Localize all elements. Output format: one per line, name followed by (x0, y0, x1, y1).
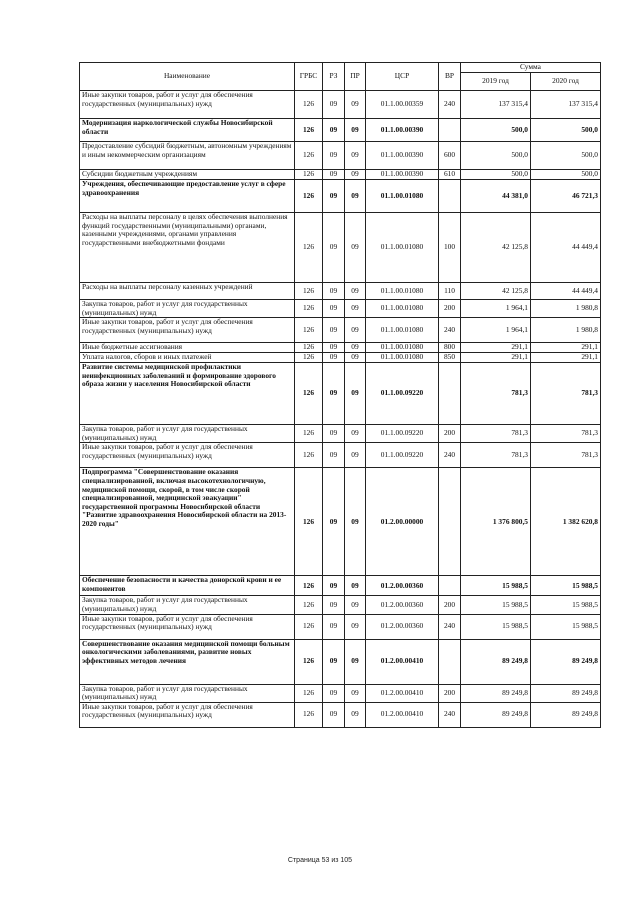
cell-rz: 09 (323, 425, 345, 443)
header-2020: 2020 год (531, 73, 601, 91)
table-row (80, 300, 601, 318)
header-2019: 2019 год (461, 73, 531, 91)
cell-pr: 09 (345, 614, 366, 639)
table-row (80, 468, 601, 576)
cell-csr: 01.1.00.01080 (366, 353, 439, 363)
cell-rz: 09 (323, 142, 345, 170)
cell-vr (439, 639, 461, 684)
cell-name: Иные закупки товаров, работ и услуг для обеспечения государственных (муниципальных) нужд (80, 614, 295, 639)
table-row (80, 119, 601, 142)
cell-name: Закупка товаров, работ и услуг для государственных (муниципальных) нужд (80, 300, 295, 318)
table-row (80, 614, 601, 639)
cell-vr (439, 468, 461, 576)
cell-pr: 09 (345, 300, 366, 318)
cell-grbs: 126 (295, 596, 323, 614)
cell-grbs: 126 (295, 425, 323, 443)
cell-2020: 137 315,4 (531, 91, 601, 119)
cell-pr: 09 (345, 684, 366, 702)
cell-rz: 09 (323, 119, 345, 142)
cell-vr: 850 (439, 353, 461, 363)
cell-rz: 09 (323, 443, 345, 468)
cell-2019: 500,0 (461, 170, 531, 180)
table-row (80, 639, 601, 684)
cell-rz: 09 (323, 576, 345, 596)
cell-vr (439, 576, 461, 596)
header-grbs: ГРБС (295, 63, 323, 91)
cell-csr: 01.1.00.00390 (366, 119, 439, 142)
cell-vr: 800 (439, 343, 461, 353)
header-vr: ВР (439, 63, 461, 91)
cell-rz: 09 (323, 614, 345, 639)
cell-pr: 09 (345, 180, 366, 213)
cell-2020: 89 249,8 (531, 702, 601, 727)
page-number: Страница 53 из 105 (287, 857, 353, 864)
cell-pr: 09 (345, 142, 366, 170)
cell-csr: 01.1.00.01080 (366, 343, 439, 353)
cell-2019: 15 988,5 (461, 596, 531, 614)
cell-grbs: 126 (295, 180, 323, 213)
cell-name: Закупка товаров, работ и услуг для государственных (муниципальных) нужд (80, 596, 295, 614)
cell-2019: 89 249,8 (461, 684, 531, 702)
cell-pr: 09 (345, 283, 366, 300)
cell-2019: 44 381,0 (461, 180, 531, 213)
cell-2020: 15 988,5 (531, 596, 601, 614)
cell-2019: 291,1 (461, 343, 531, 353)
cell-grbs: 126 (295, 443, 323, 468)
cell-2020: 781,3 (531, 363, 601, 425)
cell-name: Развитие системы медицинской профилактики неинфекционных заболеваний и формирование здорового образа жизни у населения Новосибирской области (80, 363, 295, 425)
cell-name: Уплата налогов, сборов и иных платежей (80, 353, 295, 363)
cell-pr: 09 (345, 639, 366, 684)
cell-rz: 09 (323, 343, 345, 353)
cell-name: Учреждения, обеспечивающие предоставление услуг в сфере здравоохранения (80, 180, 295, 213)
cell-csr: 01.1.00.00390 (366, 170, 439, 180)
cell-grbs: 126 (295, 639, 323, 684)
budget-table-sheet (79, 62, 600, 728)
cell-2019: 781,3 (461, 443, 531, 468)
cell-pr: 09 (345, 468, 366, 576)
table-row (80, 596, 601, 614)
cell-2020: 781,3 (531, 443, 601, 468)
cell-2020: 89 249,8 (531, 639, 601, 684)
cell-csr: 01.1.00.01080 (366, 318, 439, 343)
cell-rz: 09 (323, 213, 345, 283)
header-csr: ЦСР (366, 63, 439, 91)
cell-2020: 15 988,5 (531, 614, 601, 639)
cell-2019: 1 964,1 (461, 300, 531, 318)
cell-pr: 09 (345, 425, 366, 443)
cell-2019: 500,0 (461, 142, 531, 170)
table-row (80, 702, 601, 727)
cell-grbs: 126 (295, 353, 323, 363)
cell-2020: 1 980,8 (531, 300, 601, 318)
cell-rz: 09 (323, 596, 345, 614)
cell-rz: 09 (323, 468, 345, 576)
cell-2019: 291,1 (461, 353, 531, 363)
cell-name: Обеспечение безопасности и качества донорской крови и ее компонентов (80, 576, 295, 596)
cell-2020: 44 449,4 (531, 283, 601, 300)
table-row (80, 318, 601, 343)
cell-rz: 09 (323, 283, 345, 300)
cell-name: Иные закупки товаров, работ и услуг для обеспечения государственных (муниципальных) нужд (80, 91, 295, 119)
cell-csr: 01.1.00.01080 (366, 283, 439, 300)
cell-2019: 15 988,5 (461, 576, 531, 596)
cell-name: Иные закупки товаров, работ и услуг для обеспечения государственных (муниципальных) нужд (80, 702, 295, 727)
cell-name: Иные бюджетные ассигнования (80, 343, 295, 353)
cell-rz: 09 (323, 363, 345, 425)
cell-2020: 1 382 620,8 (531, 468, 601, 576)
header-sum: Сумма (461, 63, 601, 73)
cell-vr: 200 (439, 684, 461, 702)
header-rz: РЗ (323, 63, 345, 91)
cell-pr: 09 (345, 119, 366, 142)
cell-name: Подпрограмма "Совершенствование оказания специализированной, включая высокотехнологичную, медицинской помощи, скорой, в том числе скорой специализированной, медицинской эвакуации" государственной программы Новосибирской области "Развитие здравоохранения Новосибирской области на 2013-2020 годы" (80, 468, 295, 576)
cell-pr: 09 (345, 170, 366, 180)
cell-csr: 01.2.00.00410 (366, 684, 439, 702)
cell-2019: 137 315,4 (461, 91, 531, 119)
cell-csr: 01.2.00.00360 (366, 614, 439, 639)
cell-vr: 240 (439, 443, 461, 468)
cell-grbs: 126 (295, 119, 323, 142)
cell-csr: 01.1.00.01080 (366, 180, 439, 213)
cell-csr: 01.2.00.00000 (366, 468, 439, 576)
cell-2019: 1 964,1 (461, 318, 531, 343)
cell-2019: 15 988,5 (461, 614, 531, 639)
cell-name: Закупка товаров, работ и услуг для государственных (муниципальных) нужд (80, 684, 295, 702)
cell-2020: 500,0 (531, 142, 601, 170)
table-row (80, 353, 601, 363)
cell-csr: 01.2.00.00410 (366, 702, 439, 727)
cell-grbs: 126 (295, 343, 323, 353)
budget-table (79, 62, 601, 728)
cell-rz: 09 (323, 639, 345, 684)
cell-csr: 01.1.00.00390 (366, 142, 439, 170)
cell-csr: 01.1.00.00359 (366, 91, 439, 119)
cell-csr: 01.1.00.09220 (366, 363, 439, 425)
cell-2020: 500,0 (531, 119, 601, 142)
table-row (80, 180, 601, 213)
cell-grbs: 126 (295, 142, 323, 170)
cell-vr: 240 (439, 702, 461, 727)
cell-name: Расходы на выплаты персоналу казенных учреждений (80, 283, 295, 300)
cell-2019: 781,3 (461, 425, 531, 443)
cell-grbs: 126 (295, 318, 323, 343)
table-body (80, 91, 601, 728)
cell-2020: 781,3 (531, 425, 601, 443)
table-row (80, 363, 601, 425)
cell-vr: 600 (439, 142, 461, 170)
cell-2020: 291,1 (531, 343, 601, 353)
cell-rz: 09 (323, 702, 345, 727)
cell-2020: 1 980,8 (531, 318, 601, 343)
cell-vr: 240 (439, 614, 461, 639)
table-row (80, 213, 601, 283)
cell-grbs: 126 (295, 170, 323, 180)
cell-2019: 42 125,8 (461, 213, 531, 283)
cell-rz: 09 (323, 170, 345, 180)
cell-grbs: 126 (295, 283, 323, 300)
table-row (80, 170, 601, 180)
header-name: Наименование (80, 63, 295, 91)
cell-2020: 500,0 (531, 170, 601, 180)
cell-csr: 01.2.00.00360 (366, 596, 439, 614)
cell-2019: 500,0 (461, 119, 531, 142)
cell-2020: 291,1 (531, 353, 601, 363)
cell-csr: 01.2.00.00360 (366, 576, 439, 596)
cell-csr: 01.1.00.09220 (366, 425, 439, 443)
cell-pr: 09 (345, 213, 366, 283)
cell-grbs: 126 (295, 576, 323, 596)
cell-grbs: 126 (295, 91, 323, 119)
table-row (80, 576, 601, 596)
cell-rz: 09 (323, 91, 345, 119)
cell-pr: 09 (345, 343, 366, 353)
cell-vr: 200 (439, 425, 461, 443)
cell-vr (439, 119, 461, 142)
cell-2019: 89 249,8 (461, 639, 531, 684)
cell-grbs: 126 (295, 468, 323, 576)
cell-vr (439, 180, 461, 213)
cell-2020: 15 988,5 (531, 576, 601, 596)
cell-grbs: 126 (295, 614, 323, 639)
table-row (80, 91, 601, 119)
cell-pr: 09 (345, 443, 366, 468)
cell-pr: 09 (345, 596, 366, 614)
cell-name: Расходы на выплаты персоналу в целях обеспечения выполнения функций государственными (муниципальными) органами, казенными учреждениями, органами управления государственными внебюджетными фондами (80, 213, 295, 283)
cell-rz: 09 (323, 353, 345, 363)
cell-rz: 09 (323, 180, 345, 213)
cell-name: Субсидии бюджетным учреждениям (80, 170, 295, 180)
cell-pr: 09 (345, 363, 366, 425)
cell-vr: 200 (439, 596, 461, 614)
cell-vr: 200 (439, 300, 461, 318)
table-row (80, 684, 601, 702)
cell-csr: 01.1.00.01080 (366, 300, 439, 318)
cell-pr: 09 (345, 318, 366, 343)
cell-grbs: 126 (295, 213, 323, 283)
cell-2020: 89 249,8 (531, 684, 601, 702)
cell-grbs: 126 (295, 684, 323, 702)
cell-rz: 09 (323, 318, 345, 343)
cell-name: Иные закупки товаров, работ и услуг для обеспечения государственных (муниципальных) нужд (80, 318, 295, 343)
cell-grbs: 126 (295, 300, 323, 318)
cell-2019: 1 376 800,5 (461, 468, 531, 576)
cell-2020: 46 721,3 (531, 180, 601, 213)
cell-2019: 781,3 (461, 363, 531, 425)
cell-2019: 89 249,8 (461, 702, 531, 727)
cell-pr: 09 (345, 702, 366, 727)
table-row (80, 283, 601, 300)
cell-2019: 42 125,8 (461, 283, 531, 300)
cell-csr: 01.2.00.00410 (366, 639, 439, 684)
header-pr: ПР (345, 63, 366, 91)
cell-name: Иные закупки товаров, работ и услуг для обеспечения государственных (муниципальных) нужд (80, 443, 295, 468)
cell-grbs: 126 (295, 702, 323, 727)
cell-name: Модернизация наркологической службы Новосибирской области (80, 119, 295, 142)
cell-pr: 09 (345, 576, 366, 596)
table-row (80, 142, 601, 170)
cell-grbs: 126 (295, 363, 323, 425)
table-row (80, 343, 601, 353)
table-row (80, 443, 601, 468)
cell-csr: 01.1.00.09220 (366, 443, 439, 468)
cell-name: Закупка товаров, работ и услуг для государственных (муниципальных) нужд (80, 425, 295, 443)
table-row (80, 425, 601, 443)
cell-name: Предоставление субсидий бюджетным, автономным учреждениям и иным некоммерческим организациям (80, 142, 295, 170)
cell-vr: 240 (439, 91, 461, 119)
cell-vr (439, 363, 461, 425)
cell-pr: 09 (345, 353, 366, 363)
cell-vr: 100 (439, 213, 461, 283)
cell-rz: 09 (323, 684, 345, 702)
cell-rz: 09 (323, 300, 345, 318)
cell-vr: 110 (439, 283, 461, 300)
cell-csr: 01.1.00.01080 (366, 213, 439, 283)
cell-name: Совершенствование оказания медицинской помощи больным онкологическими заболеваниями, развитие новых эффективных методов лечения (80, 639, 295, 684)
cell-vr: 240 (439, 318, 461, 343)
cell-vr: 610 (439, 170, 461, 180)
cell-pr: 09 (345, 91, 366, 119)
cell-2020: 44 449,4 (531, 213, 601, 283)
